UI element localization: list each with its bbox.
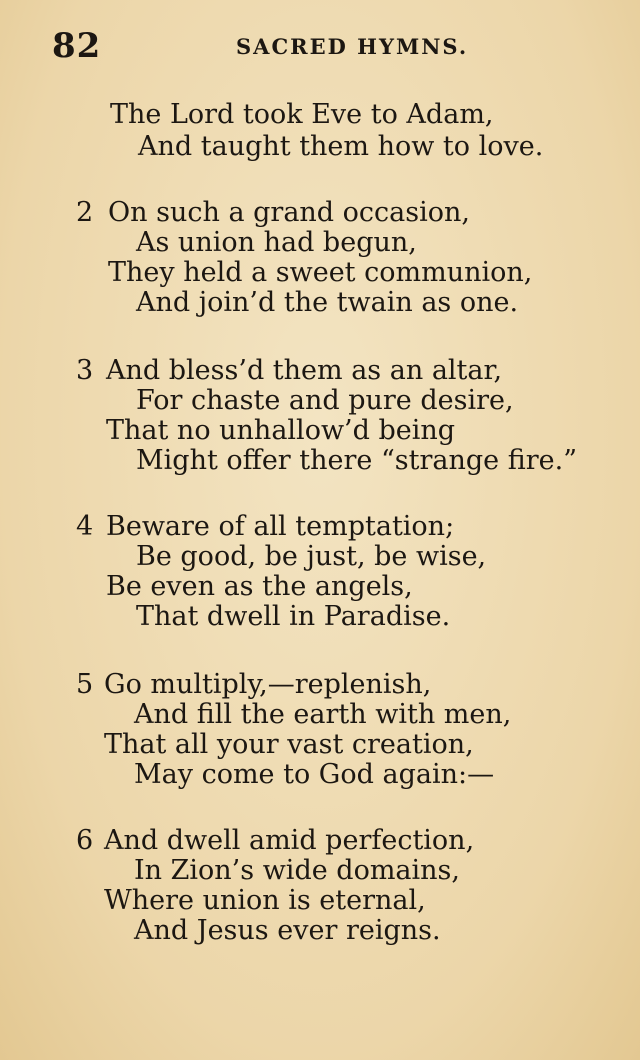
verse-line: And bless’d them as an altar, — [106, 355, 503, 386]
verse-line: Beware of all temptation; — [106, 511, 455, 542]
verse-line: And Jesus ever reigns. — [134, 915, 441, 946]
verse-line: They held a sweet communion, — [108, 257, 533, 288]
verse-line: And join’d the twain as one. — [136, 287, 519, 318]
verse-line: That dwell in Paradise. — [136, 601, 451, 632]
verse-line: On such a grand occasion, — [108, 197, 470, 228]
verse-line: The Lord took Eve to Adam, — [110, 99, 494, 130]
stanza-number: 3 — [76, 355, 94, 386]
running-head: SACRED HYMNS. — [236, 34, 469, 59]
verse-line: And dwell amid perfection, — [104, 825, 475, 856]
verse-line: That no unhallow’d being — [106, 415, 456, 446]
verse-line: Go multiply,—replenish, — [104, 669, 432, 700]
page-number: 82 — [52, 26, 102, 66]
verse-line: That all your vast creation, — [104, 729, 474, 760]
verse-line: Be good, be just, be wise, — [136, 541, 487, 572]
verse-line: Might offer there “strange fire.” — [136, 445, 578, 476]
verse-line: Be even as the angels, — [106, 571, 413, 602]
verse-line: And taught them how to love. — [138, 131, 544, 162]
verse-line: May come to God again:— — [134, 759, 495, 790]
stanza-number: 5 — [76, 669, 94, 700]
verse-line: And fill the earth with men, — [134, 699, 512, 730]
verse-line: As union had begun, — [136, 227, 417, 258]
stanza-number: 6 — [76, 825, 94, 856]
verse-line: In Zion’s wide domains, — [134, 855, 460, 886]
verse-line: Where union is eternal, — [104, 885, 426, 916]
stanza-number: 2 — [76, 197, 94, 228]
stanza-number: 4 — [76, 511, 94, 542]
verse-line: For chaste and pure desire, — [136, 385, 514, 416]
